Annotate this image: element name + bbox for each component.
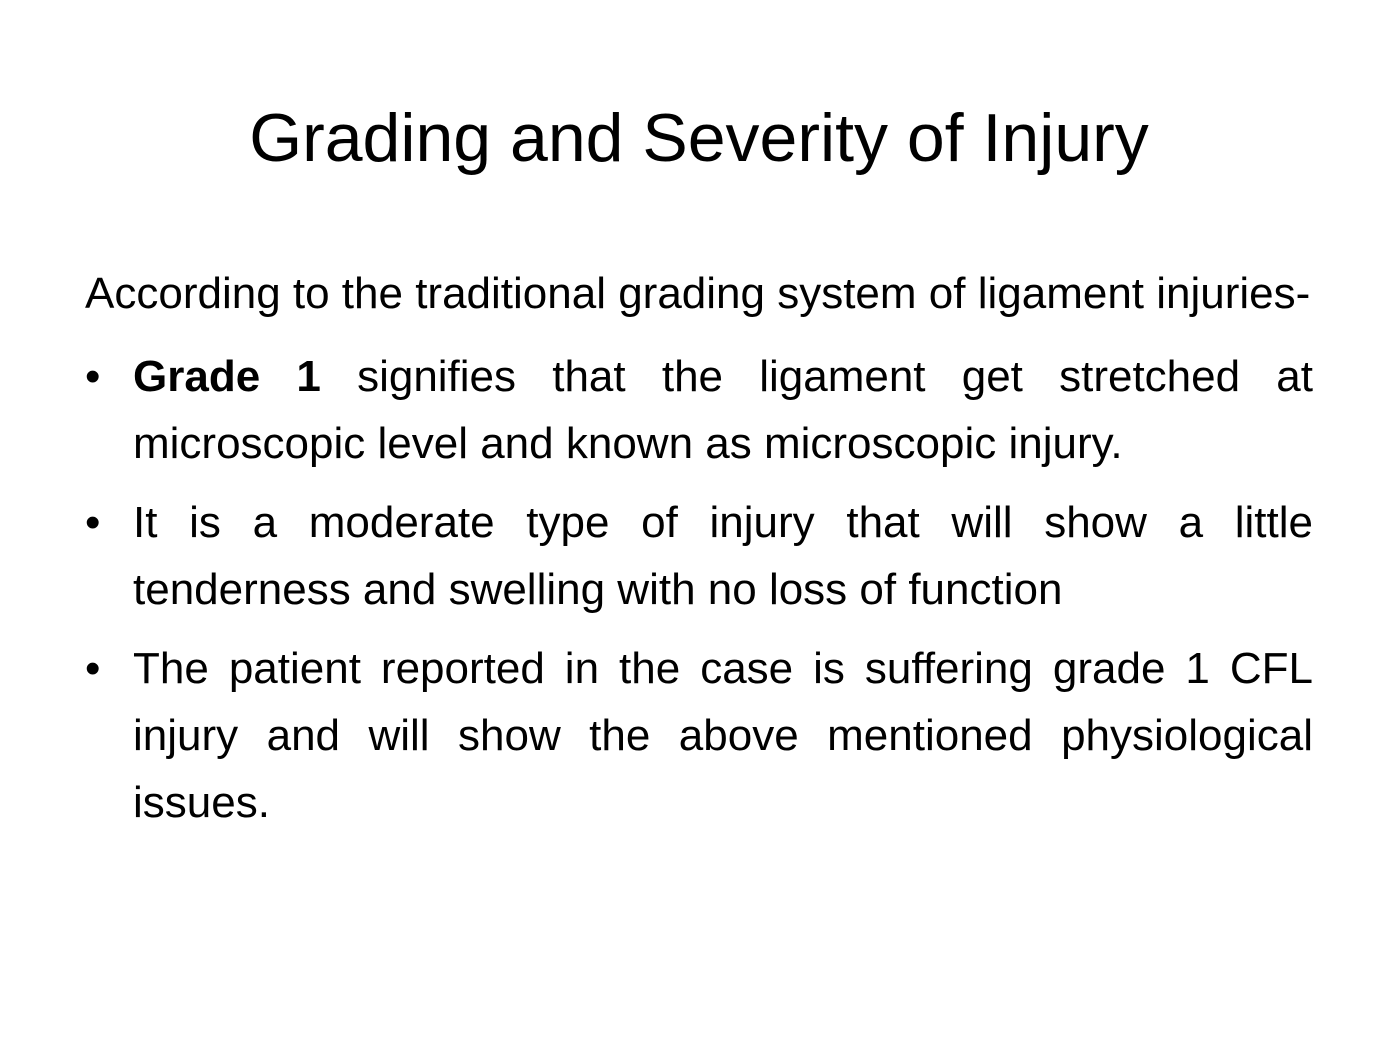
bullet-icon: •	[85, 498, 101, 547]
intro-paragraph: According to the traditional grading system of ligament injuries-	[85, 269, 1311, 318]
slide-title: Grading and Severity of Injury	[249, 100, 1149, 176]
bullet-text: signifies that the ligament get stretched at microscopic level and known as microscopic injury.	[133, 352, 1313, 468]
bullet-text: The patient reported in the case is suffering grade 1 CFL injury and will show the above mentioned physiological issues.	[133, 644, 1313, 827]
bullet-text: It is a moderate type of injury that will show a little tenderness and swelling with no loss of function	[133, 498, 1313, 614]
bullet-item-patient-case	[85, 635, 1313, 836]
bullet-item-moderate-injury	[85, 489, 1313, 623]
bullet-icon: •	[85, 352, 101, 401]
slide-body	[85, 260, 1313, 848]
bullet-icon: •	[85, 644, 101, 693]
bullet-item-grade-1	[85, 343, 1313, 477]
bullet-lead-text: Grade 1	[133, 352, 321, 401]
